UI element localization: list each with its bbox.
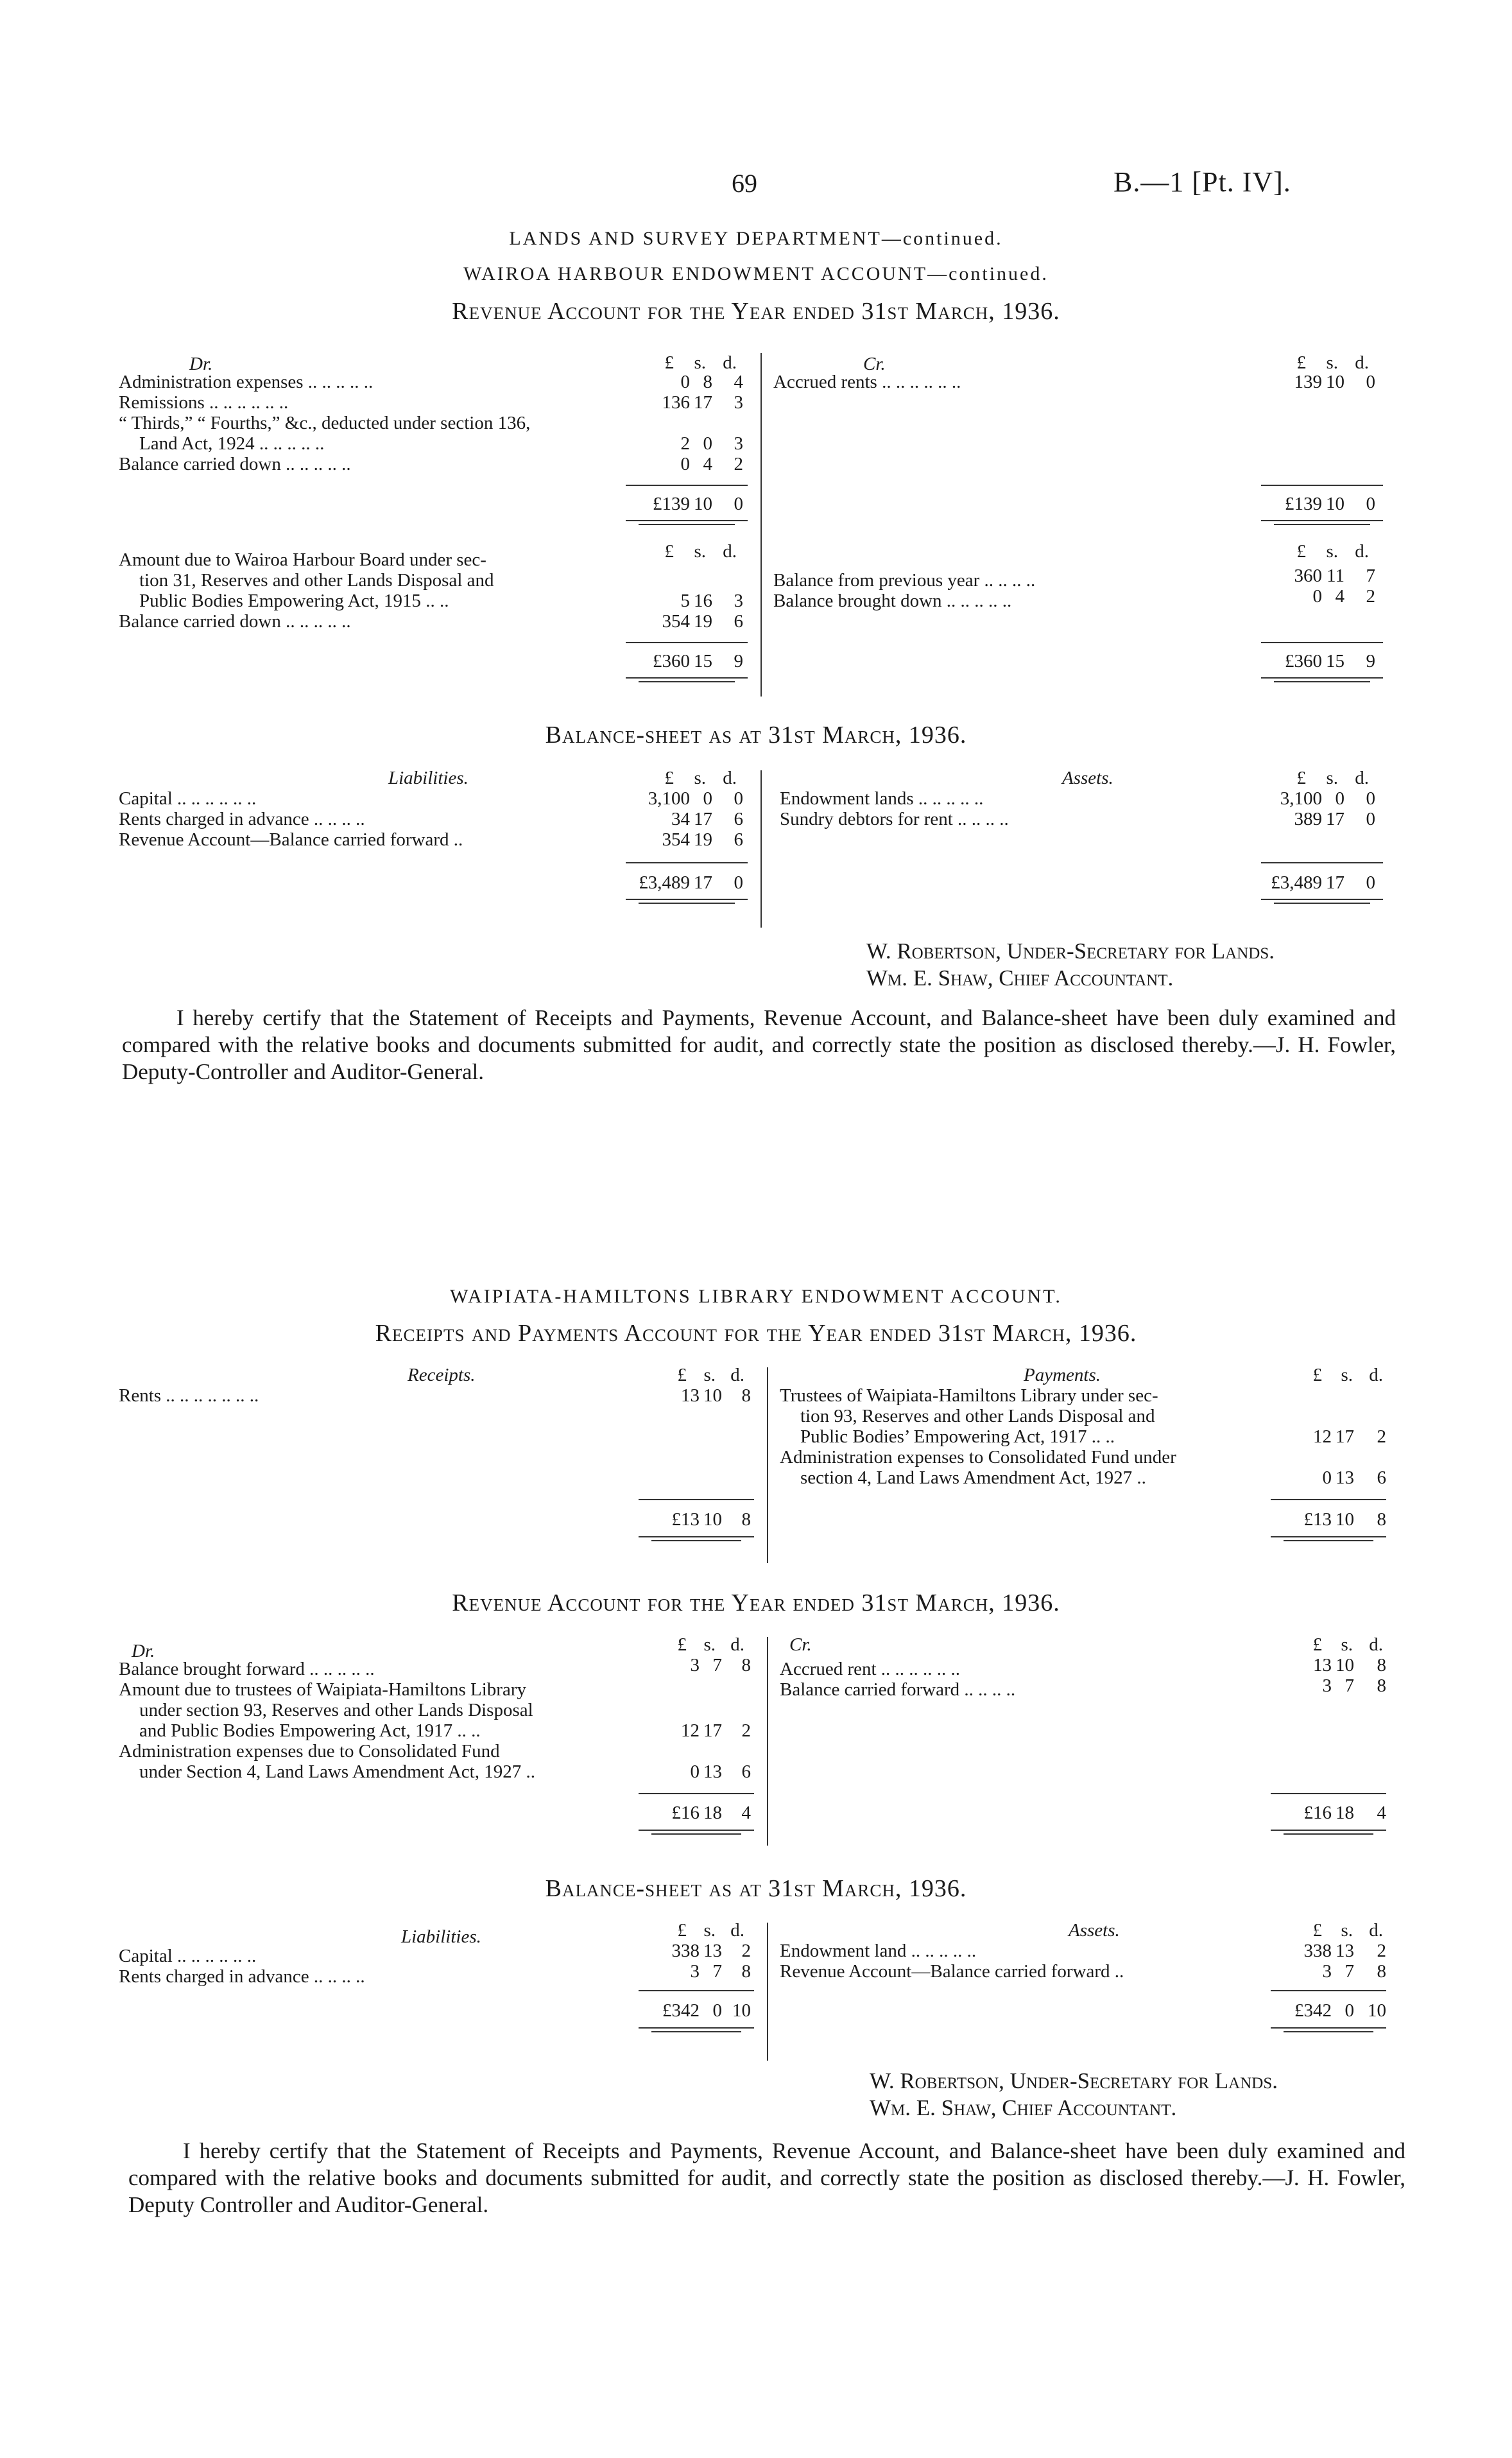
column-divider [760,353,762,697]
pence-header: d. [723,352,737,373]
receipts-payments-table: Receipts. £ s. d. Payments. £ s. d. Rents .. .. .. .. .. .. .. 13 10 8 Trustees of Waipiata-Hamiltons Library under sec- tion 93, Reserves and other Lands Disposal and Public Bodies’ Empowering Act, 1917 .. .. 12 17 2 Administration expenses to Consolidated Fund under section 4, Land Laws Amendment Act, 1927 .. 0 13 6 £13 10 8 £13 10 8 [119,1364,1399,1563]
balance-sheet-table-2: Liabilities. £ s. d. Assets. £ s. d. Capital .. .. .. .. .. .. 338 13 2 Rents charged in advance .. .. .. .. 3 7 8 Endowment land .. .. .. .. .. 338 13 2 Revenue Account—Balance carried forward .. 3 7 8 £342 0 10 £342 0 10 [119,1919,1399,2061]
assets-total-2: £342 [1294,2000,1332,2021]
cr-total-rev2: £16 [1303,1803,1332,1823]
payments-total: £13 [1303,1509,1332,1530]
pounds-header: £ [664,352,674,373]
assets-label: Assets. [1062,768,1113,788]
signature-under-secretary-2: W. Robertson, Under-Secretary for Lands. [870,2068,1278,2093]
balance-sheet-title-2: Balance-sheet as at 31st March, 1936. [545,1875,967,1902]
assets-total: £3,489 [1271,872,1322,893]
cr-total-2: £360 [1285,651,1322,671]
balance-sheet-table-1: Liabilities. £ s. d. Assets. £ s. d. Capital .. .. .. .. .. .. 3,100 0 0 Rents charged in advance .. .. .. .. 34 17 6 Revenue Account—Balance carried forward .. 354 19 6 Endowment lands .. .. .. .. .. 3,100 0 0 Sundry debtors for rent .. .. .. .. 389 17 0 £3,489 17 0 £3,489 17 0 [119,767,1399,928]
dr-total-rev2: £16 [671,1803,700,1823]
liabilities-label-2: Liabilities. [401,1926,481,1947]
revenue-account-title-2: Revenue Account for the Year ended 31st March, 1936. [452,1589,1060,1616]
revenue-account-table-2: Dr. £ s. d. Cr. £ s. d. Balance brought forward .. .. .. .. .. 3 7 8 Amount due to trustees of Waipiata-Hamiltons Library under section 93, Reserves and other Lands Disposal and Public Bodies Empowering Act, 1917 .. .. 12 17 2 Administration expenses due to Consolidated Fund under Section 4, Land Laws Amendment Act, 1927 .. 0 13 6 Accrued rent .. .. .. .. .. .. 13 10 8 Balance carried forward .. .. .. .. 3 7 8 £16 18 4 £16 18 4 [119,1634,1399,1846]
cr-total: £139 [1285,494,1322,514]
balance-sheet-title-1: Balance-sheet as at 31st March, 1936. [545,722,967,749]
audit-certificate-1: I hereby certify that the Statement of Receipts and Payments, Revenue Account, and Balance-sheet have been duly examined and compared with the relative books and documents submitted for audit, and correctly state the position as disclosed thereby.—J. H. Fowler, Deputy-Controller and Auditor-General. [122,1005,1396,1084]
payments-label: Payments. [1024,1365,1101,1385]
shillings-header-cr: s. [1326,352,1338,373]
receipts-total: £13 [671,1509,700,1530]
department-heading: LANDS AND SURVEY DEPARTMENT—continued. [509,228,1003,249]
liabilities-label: Liabilities. [388,768,468,788]
cr-label-2: Cr. [789,1634,812,1655]
shillings-header: s. [694,352,706,373]
account-heading-waipiata: WAIPIATA-HAMILTONS LIBRARY ENDOWMENT ACCOUNT. [450,1286,1062,1307]
liabilities-total-2: £342 [662,2000,700,2021]
dr-total-2: £360 [653,651,690,671]
receipts-payments-title: Receipts and Payments Account for the Year ended 31st March, 1936. [375,1320,1137,1347]
signature-chief-accountant-1: Wm. E. Shaw, Chief Accountant. [866,965,1174,991]
signature-chief-accountant-2: Wm. E. Shaw, Chief Accountant. [870,2095,1177,2120]
document-reference: B.—1 [Pt. IV]. [1113,166,1291,198]
pounds-header-cr: £ [1296,352,1306,373]
pence-header-cr: d. [1355,352,1369,373]
revenue-account-title-1: Revenue Account for the Year ended 31st March, 1936. [452,298,1060,325]
dr-label-2: Dr. [132,1641,155,1661]
revenue-account-table-1: Dr. £ s. d. Cr. £ s. d. Administration expenses .. .. .. .. .. 0 8 4 Remissions .. .. .. .. .. .. 136 17 3 “ Thirds,” “ Fourths,” &c., deducted under section 136, Land Act, 1924 .. .. .. .. .. 2 0 3 Balance carried down .. .. .. .. .. 0 4 2 £139 10 0 Accrued rents .. .. .. .. .. .. 139 10 0 £139 10 0 £ s. d. £ s. d. Amount due to Wairoa Harbour Board under sec- tion 31, Reserves and other Lands Disposal and Public Bodies Empowering Act, 1915 .. .. 5 16 3 Balance carried down .. .. .. .. .. 354 19 6 Balance from previous year .. .. .. .. 360 11 7 Balance brought down .. .. .. .. .. 0 4 2 £360 15 9 £360 15 9 [119,347,1399,697]
assets-label-2: Assets. [1069,1920,1120,1941]
dr-label: Dr. [189,354,213,374]
dr-total: £139 [653,494,690,514]
account-heading-wairoa: WAIROA HARBOUR ENDOWMENT ACCOUNT—continued. [463,263,1049,284]
liabilities-total: £3,489 [639,872,690,893]
page-number: 69 [732,169,757,198]
receipts-label: Receipts. [408,1365,476,1385]
audit-certificate-2: I hereby certify that the Statement of Receipts and Payments, Revenue Account, and Balance-sheet have been duly examined and compared with the relative books and documents submitted for audit, and correctly state the position as disclosed thereby.—J. H. Fowler, Deputy Controller and Auditor-General. [128,2138,1405,2217]
cr-label: Cr. [863,354,886,374]
signature-under-secretary-1: W. Robertson, Under-Secretary for Lands. [866,939,1275,964]
